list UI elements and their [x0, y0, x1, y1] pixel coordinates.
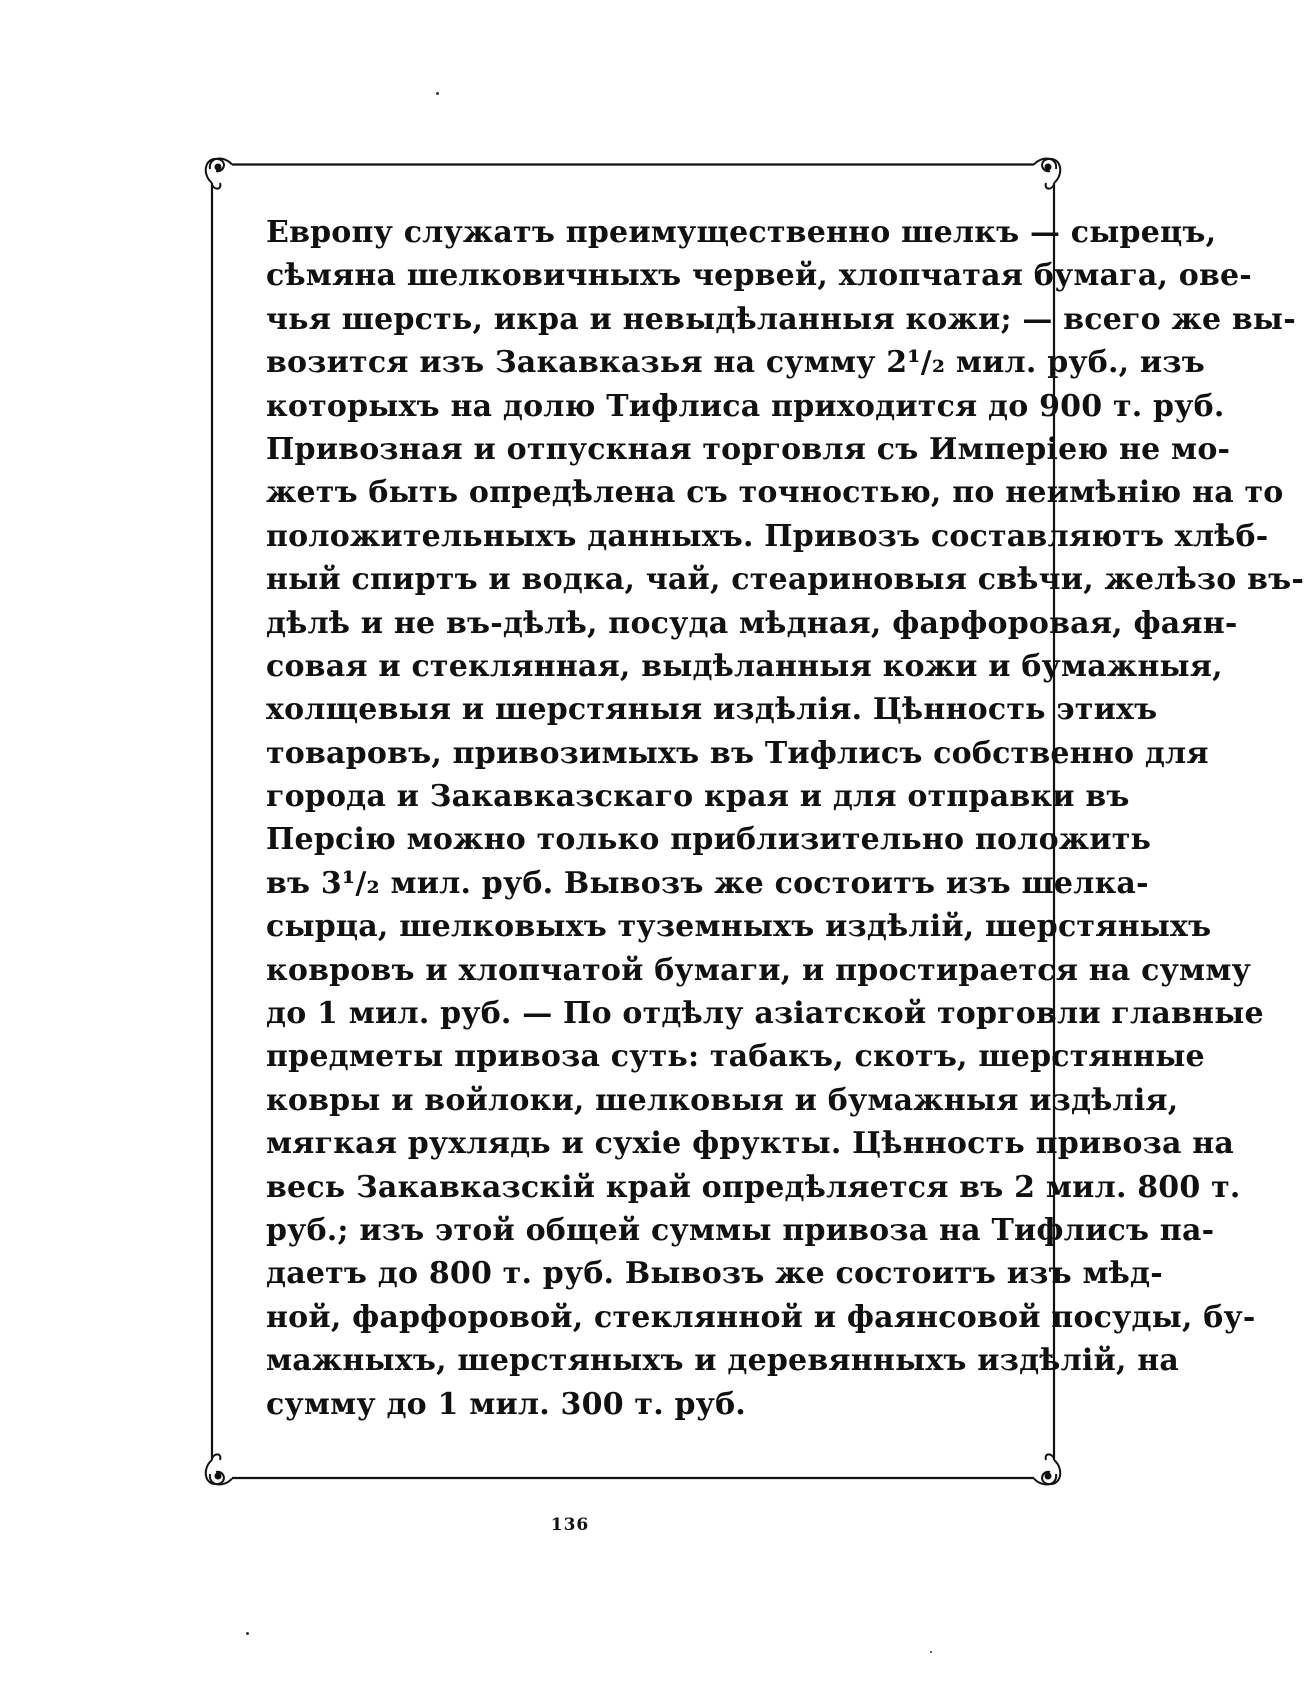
- corner-ornament-bottom-left: [206, 1454, 232, 1484]
- text-line: даетъ до 800 т. руб. Вывозъ же состоитъ изъ мѣд-: [266, 1256, 1163, 1292]
- text-line: положительныхъ данныхъ. Привозъ составляютъ хлѣб-: [266, 518, 1269, 554]
- text-line: въ 3¹/₂ мил. руб. Вывозъ же состоитъ изъ шелка-: [266, 865, 1149, 901]
- text-line: города и Закавказскаго края и для отправки въ: [266, 779, 1130, 815]
- text-line: товаровъ, привозимыхъ въ Тифлисъ собственно для: [266, 735, 1209, 771]
- text-line: ковры и войлоки, шелковыя и бумажныя издѣлія,: [266, 1082, 1179, 1118]
- text-line: предметы привоза суть: табакъ, скотъ, шерстянные: [266, 1039, 1205, 1075]
- text-line: возится изъ Закавказья на сумму 2¹/₂ мил. руб., изъ: [266, 345, 1205, 381]
- text-line: совая и стеклянная, выдѣланныя кожи и бумажныя,: [266, 648, 1223, 684]
- text-line: весь Закавказскій край опредѣляется въ 2 мил. 800 т.: [266, 1169, 1241, 1205]
- text-line: сѣмяна шелковичныхъ червей, хлопчатая бумага, ове-: [266, 258, 1252, 294]
- text-line: ковровъ и хлопчатой бумаги, и простирается на сумму: [266, 952, 1251, 988]
- text-line: Привозная и отпускная торговля съ Имперіею не мо-: [266, 431, 1231, 467]
- ornamental-border: [210, 163, 1304, 1480]
- text-line: Европу служатъ преимущественно шелкъ — сырецъ,: [266, 215, 1217, 250]
- text-line: ный спиртъ и водка, чай, стеариновыя свѣчи, желѣзо въ-: [266, 562, 1304, 598]
- corner-ornament-top-right: [1034, 159, 1060, 189]
- text-line: чья шерсть, икра и невыдѣланныя кожи; — всего же вы-: [266, 301, 1296, 337]
- scan-speck: [930, 1651, 932, 1653]
- text-line: мягкая рухлядь и сухіе фрукты. Цѣнность привоза на: [266, 1126, 1235, 1162]
- text-line: сырца, шелковыхъ туземныхъ издѣлій, шерстяныхъ: [266, 909, 1212, 945]
- text-line: мажныхъ, шерстяныхъ и деревянныхъ издѣлій, на: [266, 1343, 1180, 1379]
- text-line: руб.; изъ этой общей суммы привоза на Тифлисъ па-: [266, 1212, 1215, 1248]
- corner-ornament-bottom-right: [1034, 1454, 1060, 1484]
- scan-speck: [436, 92, 439, 95]
- text-line: Персію можно только приблизительно положить: [266, 822, 1152, 858]
- corner-ornament-top-left: [206, 159, 232, 189]
- text-line: дѣлѣ и не въ-дѣлѣ, посуда мѣдная, фарфоровая, фаян-: [266, 605, 1238, 641]
- page-number: 136: [550, 1515, 590, 1535]
- body-text: [266, 211, 1304, 1426]
- text-line: до 1 мил. руб. — По отдѣлу азіатской торговли главные: [266, 996, 1264, 1032]
- text-line: холщевыя и шерстяныя издѣлія. Цѣнность этихъ: [266, 692, 1158, 728]
- text-line: ной, фарфоровой, стеклянной и фаянсовой посуды, бу-: [266, 1299, 1256, 1335]
- text-line: которыхъ на долю Тифлиса приходится до 900 т. руб.: [266, 388, 1225, 424]
- text-line: сумму до 1 мил. 300 т. руб.: [266, 1386, 746, 1422]
- text-line: жетъ быть опредѣлена съ точностью, по неимѣнію на то: [266, 475, 1284, 511]
- scan-speck: [246, 1632, 249, 1635]
